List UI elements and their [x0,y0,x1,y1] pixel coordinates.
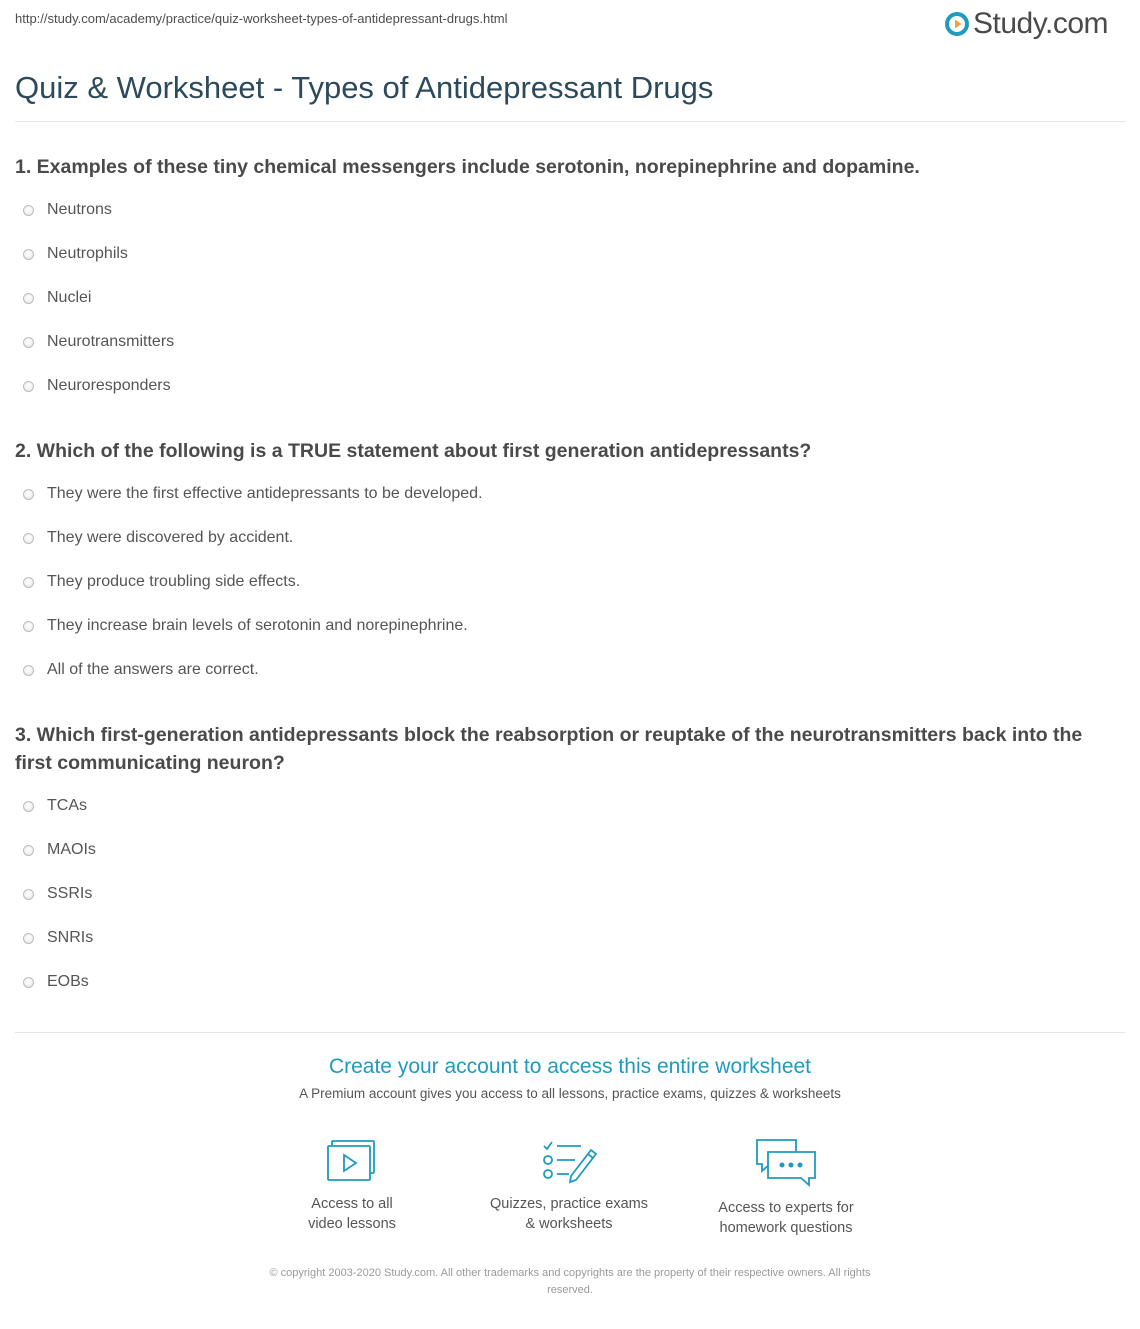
title-divider [15,121,1125,122]
option-label: Neutrons [47,201,112,218]
radio-button-icon[interactable] [23,845,34,856]
option-q2-e[interactable] [23,659,259,681]
option-label: They were the first effective antidepressants to be developed. [47,485,483,502]
copyright-line1: © copyright 2003-2020 Study.com. All other trademarks and copyrights are the property of their respective owners. All rights [269,1267,871,1279]
option-q2-a[interactable] [23,483,483,505]
option-q1-b[interactable] [23,243,128,265]
option-q1-d[interactable] [23,331,174,353]
option-label: Neutrophils [47,245,128,262]
radio-button-icon[interactable] [23,533,34,544]
question-1: 1. Examples of these tiny chemical messengers include serotonin, norepinephrine and dopamine. [15,156,920,178]
page-title: Quiz & Worksheet - Types of Antidepressant Drugs [15,70,714,105]
option-q1-a[interactable] [23,199,112,221]
study-logo[interactable] [944,6,1120,42]
radio-button-icon[interactable] [23,293,34,304]
feature-label-line1: Access to all [311,1196,393,1212]
cta-subtitle: A Premium account gives you access to all lessons, practice exams, quizzes & worksheets [299,1086,841,1101]
feature-video-lessons [262,1138,442,1234]
copyright-line2: reserved. [547,1284,593,1296]
option-label: EOBs [47,973,89,990]
option-q2-b[interactable] [23,527,293,549]
radio-button-icon[interactable] [23,381,34,392]
option-label: TCAs [47,797,87,814]
option-q3-b[interactable] [23,839,96,861]
option-q3-c[interactable] [23,883,92,905]
feature-quizzes [479,1138,659,1234]
logo-wordmark: Study.com [973,7,1108,40]
radio-button-icon[interactable] [23,977,34,988]
radio-button-icon[interactable] [23,665,34,676]
radio-button-icon[interactable] [23,801,34,812]
option-q2-c[interactable] [23,571,300,593]
radio-button-icon[interactable] [23,577,34,588]
radio-button-icon[interactable] [23,337,34,348]
option-q1-c[interactable] [23,287,91,309]
video-lessons-icon [326,1138,378,1184]
radio-button-icon[interactable] [23,249,34,260]
option-label: Neuroresponders [47,377,171,394]
option-label: SSRIs [47,885,93,902]
option-label: They increase brain levels of serotonin and norepinephrine. [47,617,468,634]
feature-label-line2: & worksheets [525,1216,613,1232]
option-q3-d[interactable] [23,927,93,949]
feature-label-line2: video lessons [308,1216,396,1232]
radio-button-icon[interactable] [23,621,34,632]
play-logo-icon [944,11,970,37]
radio-button-icon[interactable] [23,489,34,500]
feature-experts [696,1138,876,1238]
content-divider [15,1032,1125,1033]
question-3: 3. Which first-generation antidepressants block the reabsorption or reuptake of the neurotransmitters back into the first communicating neuron? [15,724,1083,774]
feature-label-line2: homework questions [719,1220,853,1236]
option-label: They produce troubling side effects. [47,573,301,590]
option-label: SNRIs [47,929,94,946]
chat-experts-icon [754,1138,818,1188]
question-2: 2. Which of the following is a TRUE statement about first generation antidepressants? [15,440,812,462]
radio-button-icon[interactable] [23,933,34,944]
quiz-checklist-icon [541,1138,597,1184]
copyright-text [210,1265,930,1299]
create-account-link[interactable]: Create your account to access this entire worksheet [328,1055,812,1078]
feature-label-line1: Access to experts for [718,1200,854,1216]
radio-button-icon[interactable] [23,205,34,216]
option-q2-d[interactable] [23,615,468,637]
option-label: Nuclei [47,289,92,306]
option-label: Neurotransmitters [47,333,175,350]
option-label: They were discovered by accident. [47,529,294,546]
option-label: All of the answers are correct. [47,661,259,678]
option-q1-e[interactable] [23,375,171,397]
option-label: MAOIs [47,841,96,858]
option-q3-a[interactable] [23,795,87,817]
feature-label-line1: Quizzes, practice exams [490,1196,648,1212]
url-text[interactable]: http://study.com/academy/practice/quiz-worksheet-types-of-antidepressant-drugs.html [15,11,508,26]
option-q3-e[interactable] [23,971,89,993]
radio-button-icon[interactable] [23,889,34,900]
